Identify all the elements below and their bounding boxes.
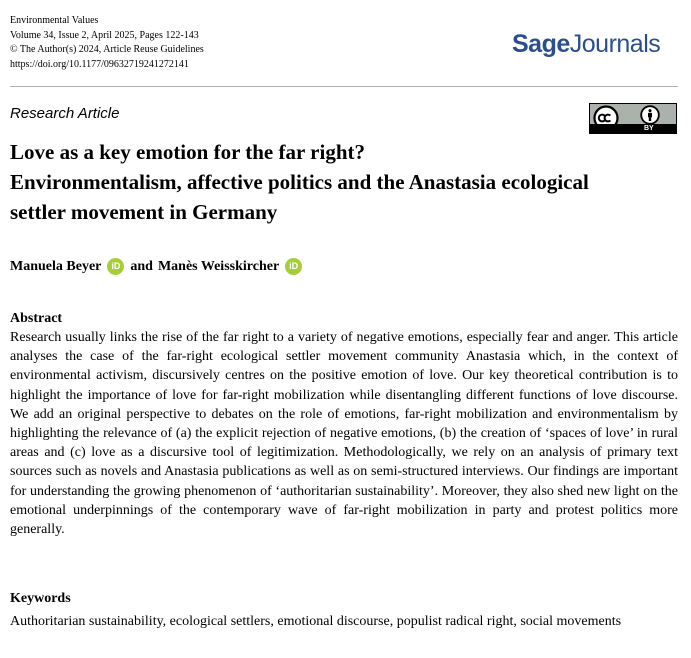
author-name[interactable]: Manès Weisskircher	[157, 258, 280, 274]
article-type: Research Article	[10, 105, 120, 122]
author-name[interactable]: Manuela Beyer	[10, 258, 102, 274]
orcid-icon[interactable]: iD	[285, 258, 302, 275]
badge-by-label: BY	[644, 125, 654, 132]
keywords-heading: Keywords	[10, 591, 71, 606]
header-divider	[10, 86, 678, 87]
doi-link[interactable]: https://doi.org/10.1177/09632719241272141	[10, 58, 189, 70]
cc-by-license-badge[interactable]	[589, 103, 677, 134]
badge-strip	[590, 124, 676, 133]
sage-journals-logo[interactable]	[512, 30, 660, 59]
logo-journals: Journals	[569, 30, 661, 58]
author-connector: and	[130, 258, 153, 274]
title-line: Environmentalism, affective politics and the Anastasia ecological	[10, 170, 589, 194]
logo-sage: Sage	[512, 30, 570, 58]
copyright-line: © The Author(s) 2024, Article Reuse Guidelines	[10, 44, 204, 56]
keywords-text: Authoritarian sustainability, ecological settlers, emotional discourse, populist radical right, social movements	[10, 614, 622, 629]
title-line: Love as a key emotion for the far right?	[10, 140, 366, 164]
title-line: settler movement in Germany	[10, 200, 278, 224]
journal-meta	[10, 14, 204, 72]
journal-issue: Volume 34, Issue 2, April 2025, Pages 122-143	[10, 29, 199, 41]
attribution-person-icon	[640, 105, 660, 125]
orcid-icon[interactable]: iD	[107, 258, 124, 275]
article-title	[10, 137, 685, 227]
abstract-text: Research usually links the rise of the far right to a variety of negative emotions, especially fear and anger. This article analyses the case of the far-right ecological settler movement community Anastasia which, in the context of environmental activism, discursively centres on the positive emotion of love. Our key theoretical contribution is to highlight the importance of love for far-right mobilization while disentangling different functions of love discourse. We add an original perspective to debates on the role of emotions, far-right mobilization and environmentalism by highlighting the relevance of (a) the explicit rejection of negative emotions, (b) the creation of ‘spaces of love’ in rural areas and (c) love as a discursive tool of legitimization. Methodologically, we rely on an analysis of primary text sources such as novels and Anastasia publications as well as on semi-structured interviews. Our findings are important for understanding the growing phenomenon of ‘authoritarian sustainability’. Moreover, they also shed new light on the emotional underpinnings of the contemporary wave of far-right mobilization in party and protest politics more generally.	[10, 330, 678, 538]
journal-name: Environmental Values	[10, 15, 99, 26]
author-list	[10, 258, 308, 275]
abstract-heading: Abstract	[10, 311, 63, 326]
